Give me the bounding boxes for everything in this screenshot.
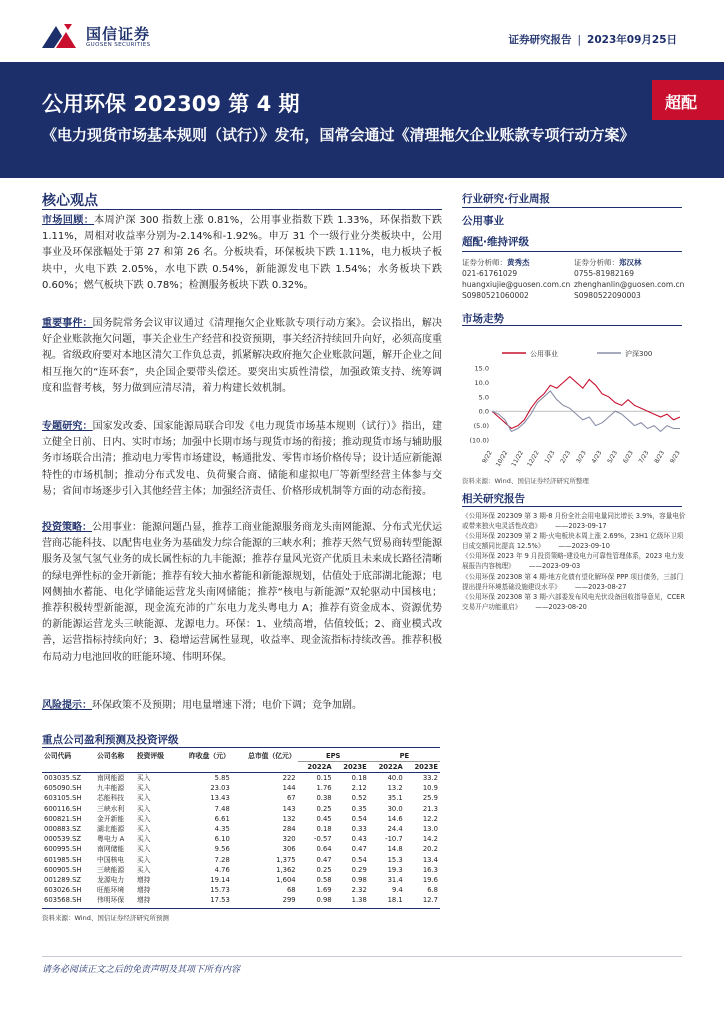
table-row (42, 793, 440, 803)
report-date: 2023年09月25日 (587, 34, 677, 46)
trend-chart-svg (462, 328, 687, 468)
para-investment-strategy (42, 520, 442, 666)
table-cell: 买入 (136, 865, 151, 874)
table-cell: 320 (282, 835, 296, 844)
table-header-cell: 2023E (405, 762, 440, 773)
table-cell: 2.32 (351, 886, 367, 895)
para-text: 国务院常务会议审议通过《清理拖欠企业账款专项行动方案》。会议指出，解决好企业账款拖欠问题，事关企业生产经营和投资预期，事关经济持续回升向好，必须高度重视。省级政府要对本地区清欠工作负总责，抓紧解决政府拖欠企业账款问题，解开企业之间相互拖欠的“连环套”，央企国企要带头偿还。要突出实质性清偿，加强政策支持、统筹调度和监督考核，努力做到应清尽清，着力构建长效机制。 (42, 318, 443, 394)
table-cell: 284 (282, 825, 296, 834)
table-cell: 0.47 (316, 855, 332, 864)
table-cell: 0.45 (316, 814, 332, 823)
x-tick-label: 2/23 (559, 449, 573, 465)
table-cell: 31.4 (387, 876, 403, 885)
footer-disclaimer: 请务必阅读正文之后的免责声明及其项下所有内容 (42, 965, 241, 975)
x-tick-label: 6/23 (621, 449, 635, 465)
table-cell: 10.9 (422, 784, 438, 793)
sidebar-divider (462, 325, 682, 326)
chart-source-note: 资料来源：Wind、国信证券经济研究所整理 (462, 477, 589, 485)
table-cell: 1,604 (276, 876, 296, 885)
table-cell: 000883.SZ (44, 825, 82, 834)
legend-label: 沪深300 (625, 350, 653, 358)
table-cell: 40.0 (387, 774, 403, 782)
para-label: 市场回顾： (42, 215, 95, 226)
report-title: 公用环保 202309 第 4 期 (42, 92, 300, 116)
related-report-date: ——2023-09-17 (555, 522, 607, 531)
table-header-cell: 公司代码 (44, 752, 72, 761)
para-special-research (42, 419, 442, 500)
table-row (42, 865, 440, 875)
related-report-item[interactable] (462, 531, 687, 551)
table-cell: 14.2 (422, 835, 438, 844)
table-cell: 0.15 (316, 774, 332, 782)
analyst-card (574, 257, 684, 301)
table-cell: 0.25 (316, 865, 332, 874)
x-tick-label: 12/22 (526, 449, 541, 468)
para-label: 风险提示： (42, 700, 92, 711)
para-key-events (42, 316, 442, 397)
analyst-phone: 021-61761029 (462, 269, 518, 278)
table-cell: 6.61 (214, 814, 230, 823)
table-header-row (42, 751, 440, 762)
report-subtitle: 《电力现货市场基本规则（试行）》发布，国常会通过《清理拖欠企业账款专项行动方案》 (42, 126, 635, 144)
table-cell: 粤电力 A (97, 835, 125, 844)
table-cell: 23.03 (210, 784, 230, 793)
related-report-title: 《公用环保 202308 第 4 期-地方化债有望化解环保 PPP 项目债务，三部门提出提升环境基础设施建设水平》 (462, 572, 684, 591)
analyst-name: 郑汉林 (619, 258, 642, 267)
table-cell: 0.64 (316, 845, 332, 854)
table-cell: 0.98 (316, 896, 332, 905)
related-report-date: ——2023-09-10 (558, 542, 610, 551)
table-cell: 买入 (136, 825, 151, 834)
para-label: 专题研究： (42, 421, 93, 432)
title-banner (0, 62, 724, 178)
series-line (492, 377, 680, 429)
table-cell: 19.3 (387, 865, 403, 874)
header-separator: | (577, 34, 582, 46)
table-cell: 0.33 (351, 825, 367, 834)
stock-table-body (42, 773, 440, 906)
industry-rating: 超配·维持评级 (462, 236, 529, 248)
table-cell: 买入 (136, 774, 151, 782)
y-tick-label: 5.0 (478, 393, 489, 402)
table-cell: 600995.SH (44, 845, 82, 854)
table-cell: 芯能科技 (97, 794, 125, 803)
legend-label: 公用事业 (530, 350, 558, 358)
y-tick-label: 10.0 (474, 378, 489, 387)
x-tick-label: 1/23 (543, 449, 557, 465)
table-cell: 143 (282, 804, 296, 813)
analyst-name: 黄秀杰 (507, 258, 530, 267)
table-cell: 600821.SH (44, 814, 82, 823)
table-cell: 13.2 (387, 784, 403, 793)
table-cell: 1.69 (316, 886, 332, 895)
table-row (42, 885, 440, 895)
table-cell: 6.8 (427, 886, 438, 895)
para-text: 环保政策不及预期；用电量增速下滑；电价下调；竞争加剧。 (92, 700, 362, 711)
table-cell: 买入 (136, 855, 151, 864)
related-report-item[interactable] (462, 572, 687, 592)
y-tick-label: (10.0) (469, 436, 489, 445)
table-row (42, 834, 440, 844)
table-cell: 12.2 (422, 814, 438, 823)
x-tick-label: 9/22 (480, 449, 494, 465)
table-cell: 1,375 (276, 855, 296, 864)
table-cell: 15.3 (387, 855, 403, 864)
table-cell: 600905.SH (44, 865, 82, 874)
brand-name-cn: 国信证券 (86, 25, 151, 43)
table-cell: 601985.SH (44, 855, 82, 864)
table-cell: 19.14 (210, 876, 230, 885)
table-header-cell: 2022A (298, 762, 334, 773)
table-cell: -0.57 (314, 835, 332, 844)
table-cell: 1,362 (276, 865, 296, 874)
table-cell: 0.98 (351, 876, 367, 885)
company-logo (42, 22, 172, 52)
table-cell: 14.6 (387, 814, 403, 823)
table-cell: 13.0 (422, 825, 438, 834)
table-row (42, 855, 440, 865)
table-cell: 2.12 (351, 784, 367, 793)
table-cell: 南网能源 (97, 774, 125, 782)
table-cell: 35.1 (387, 794, 403, 803)
market-trend-heading: 市场走势 (462, 313, 504, 325)
table-cell: 买入 (136, 845, 151, 854)
table-cell: 9.56 (214, 845, 230, 854)
table-cell: 三峡水利 (97, 804, 125, 813)
table-cell: 金开新能 (97, 814, 125, 823)
table-header-cell: 总市值（亿元） (248, 752, 296, 761)
rating-badge: 超配 (652, 80, 724, 120)
table-cell: 605090.SH (44, 784, 82, 793)
footer-divider (42, 956, 682, 957)
analyst-cert: S0980521060002 (462, 291, 529, 300)
analyst-email[interactable]: zhenghanlin@guosen.com.cn (574, 280, 685, 289)
table-cell: 222 (282, 774, 296, 782)
y-tick-label: (5.0) (473, 422, 489, 431)
table-cell: 买入 (136, 794, 151, 803)
table-cell: 5.85 (214, 774, 230, 782)
table-cell: 33.2 (422, 774, 438, 782)
table-cell: 24.4 (387, 825, 403, 834)
table-cell: 000539.SZ (44, 835, 82, 844)
table-cell: 12.7 (422, 896, 438, 905)
table-cell: 买入 (136, 835, 151, 844)
table-row (42, 875, 440, 885)
table-row (42, 773, 440, 784)
analyst-card (462, 257, 570, 301)
analyst-role: 证券分析师： (574, 258, 619, 267)
related-report-date: ——2023-08-27 (574, 582, 627, 591)
related-reports-heading: 相关研究报告 (462, 493, 525, 505)
table-cell: 20.2 (422, 845, 438, 854)
stock-table-bottom-rule (42, 908, 440, 909)
table-cell: 0.43 (351, 835, 367, 844)
related-report-item[interactable] (462, 592, 687, 612)
x-tick-label: 8/23 (653, 449, 667, 465)
table-cell: 25.9 (422, 794, 438, 803)
table-cell: 旺能环境 (97, 886, 125, 895)
stock-table-title: 重点公司盈利预测及投资评级 (42, 734, 179, 746)
table-cell: 21.3 (422, 804, 438, 813)
table-cell: 南网储能 (97, 845, 125, 854)
table-header-row (42, 762, 440, 773)
table-cell: 7.48 (214, 804, 230, 813)
y-tick-label: 0.0 (478, 407, 489, 416)
para-text: 国家发改委、国家能源局联合印发《电力现货市场基本规则（试行）》指出，建立健全日前、日内、实时市场；加强中长期市场与现货市场的衔接；推动现货市场与辅助服务市场联合出清；推动电力零售市场建设，畅通批发、零售市场价格传导；设计适应新能源特性的市场机制；推动分布式发电、负荷聚合商、储能和虚拟电厂等新型经营主体参与交易；省间市场逐步引入其他经营主体；加强经济责任、价格形成机制等方面的动态衔接。 (42, 421, 443, 497)
related-report-title: 《公用环保 2023 年 9 月投资策略-建设电力可靠性管理体系，2023 电力发展报告内容梳理》 (462, 552, 685, 571)
table-cell: 湖北能源 (97, 825, 125, 834)
table-row (42, 844, 440, 854)
table-row (42, 814, 440, 824)
analyst-phone: 0755-81982169 (574, 269, 634, 278)
table-cell: 003035.SZ (44, 774, 82, 782)
table-cell: 1.76 (316, 784, 332, 793)
table-cell: 0.29 (351, 865, 367, 874)
table-cell: 增持 (136, 896, 151, 905)
market-trend-chart (462, 328, 687, 468)
table-cell: 4.35 (214, 825, 230, 834)
core-view-divider (42, 209, 442, 210)
industry-category: 行业研究·行业周报 (462, 193, 550, 205)
stock-table-top-rule (42, 747, 440, 748)
sidebar-divider (462, 251, 682, 252)
table-cell: 603568.SH (44, 896, 82, 905)
table-cell: 9.4 (391, 886, 403, 895)
x-tick-label: 11/22 (510, 449, 526, 468)
x-tick-label: 3/23 (574, 449, 588, 465)
stock-table-source: 资料来源：Wind、国信证券经济研究所预测 (42, 914, 169, 922)
related-report-item[interactable] (462, 511, 687, 531)
para-text: 公用事业：能源问题凸显，推荐工商业能源服务商龙头南网能源、分布式光伏运营商芯能科技、以配售电业务为基础发力综合能源的三峡水利；推荐天然气贸易商转型能源服务及氢气氢气业务的成长属性标的九丰能源；推荐存量风光资产优质且未来成长路径清晰的绿电弹性标的金开新能；推荐有较大抽水蓄能和新能源规划，估值处于底部湖北能源；电网侧抽水蓄能、电化学储能运营龙头南网储能；推荐“核电与新能源”双轮驱动中国核电；推荐积极转型新能源，现金流充沛的广东电力龙头粤电力 A；推荐有资金成本、资源优势的新能源运营龙头三峡能源、龙源电力。环保：1、业绩高增，估值较低；2、商业模式改善，运营指标持续向好；3、稳增运营属性显现，收益率、现金流指标持续改善。推荐积极布局动力电池回收的旺能环境、伟明环保。 (42, 522, 442, 663)
table-cell: 17.53 (210, 896, 230, 905)
table-cell: 14.8 (387, 845, 403, 854)
related-report-date: ——2023-09-03 (528, 562, 581, 571)
para-label: 重要事件： (42, 318, 93, 329)
industry-name: 公用事业 (462, 215, 504, 227)
guosen-logo-icon (42, 22, 82, 48)
table-header-cell: 2023E (334, 762, 369, 773)
related-report-title: 《公用环保 202308 第 3 期-六部委发布风电光伏设备回收指导意见，CCER 交易开户功能重启》 (462, 592, 685, 611)
table-cell: 15.73 (210, 886, 230, 895)
table-cell: 6.10 (214, 835, 230, 844)
table-cell: 13.43 (210, 794, 230, 803)
table-cell: 132 (282, 814, 296, 823)
table-cell: 增持 (136, 876, 151, 885)
table-cell: 0.38 (316, 794, 332, 803)
table-cell: 0.18 (316, 825, 332, 834)
table-cell: 603105.SH (44, 794, 82, 803)
table-cell: 0.54 (351, 814, 367, 823)
table-row (42, 824, 440, 834)
table-header-cell: 投资评级 (136, 752, 165, 761)
table-cell: 0.54 (351, 855, 367, 864)
table-row (42, 895, 440, 905)
para-market-review (42, 213, 442, 294)
header-meta (509, 32, 678, 47)
analyst-cert: S0980522090003 (574, 291, 641, 300)
table-cell: 7.28 (214, 855, 230, 864)
x-tick-label: 9/23 (668, 449, 682, 465)
table-cell: 0.18 (351, 774, 367, 782)
table-cell: 龙源电力 (97, 876, 125, 885)
sidebar-divider (462, 506, 682, 507)
brand-name-en: GUOSEN SECURITIES (86, 42, 151, 48)
table-cell: 13.4 (422, 855, 438, 864)
table-cell: 1.38 (351, 896, 367, 905)
x-tick-label: 5/23 (606, 449, 620, 465)
table-cell: 603026.SH (44, 886, 82, 895)
table-cell: 0.47 (351, 845, 367, 854)
related-report-title: 《公用环保 202309 第 2 期-火电板块本周上涨 2.69%，23H1 亿级环卫项目成交额同比提高 12.5%》 (462, 532, 684, 551)
table-cell: 买入 (136, 814, 151, 823)
x-tick-label: 4/23 (590, 449, 604, 465)
table-row (42, 804, 440, 814)
x-tick-label: 10/22 (494, 449, 510, 468)
x-tick-label: 7/23 (637, 449, 651, 465)
table-cell: 三峡能源 (97, 865, 125, 874)
analyst-role: 证券分析师： (462, 258, 507, 267)
table-row (42, 783, 440, 793)
table-cell: 18.1 (387, 896, 403, 905)
table-cell: -10.7 (385, 835, 403, 844)
y-tick-label: 15.0 (474, 364, 489, 373)
table-cell: 306 (282, 845, 296, 854)
para-label: 投资策略： (42, 522, 92, 533)
table-cell: 4.76 (214, 865, 230, 874)
table-cell: 68 (286, 886, 296, 895)
report-type: 证券研究报告 (508, 34, 572, 46)
table-header-eps: EPS (298, 751, 369, 762)
table-cell: 30.0 (387, 804, 403, 813)
table-cell: 0.35 (351, 804, 367, 813)
table-cell: 增持 (136, 886, 151, 895)
core-view-heading: 核心观点 (42, 193, 98, 209)
table-cell: 买入 (136, 784, 151, 793)
table-cell: 600116.SH (44, 804, 82, 813)
stock-forecast-table (42, 751, 440, 906)
related-report-date: ——2023-08-20 (535, 602, 587, 611)
related-reports-list (462, 511, 687, 612)
table-cell: 中国核电 (97, 855, 125, 864)
table-cell: 16.3 (422, 865, 438, 874)
para-text: 本周沪深 300 指数上涨 0.81%，公用事业指数下跌 1.33%，环保指数下跌 1.11%，周相对收益率分别为-2.14%和-1.92%。申万 31 个一级行业分类板块中，公用事业及环保涨幅处于第 27 和第 26 名。分板块看，环保板块下跌 1.11%，电力板块子板块中，火电下跌 2.05%，水电下跌 0.54%，新能源发电下跌 1.54%；水务板块下跌 0.60%；燃气板块下跌 0.78%；检测服务板块下跌 0.32%。 (42, 215, 442, 291)
table-cell: 19.6 (422, 876, 438, 885)
table-cell: 144 (282, 784, 296, 793)
table-cell: 67 (286, 794, 296, 803)
analyst-email[interactable]: huangxiujie@guosen.com.cn (462, 280, 571, 289)
sidebar-divider (462, 207, 682, 208)
table-cell: 买入 (136, 804, 151, 813)
table-cell: 0.52 (351, 794, 367, 803)
table-cell: 0.58 (316, 876, 332, 885)
para-risk-warning (42, 698, 442, 714)
table-cell: 001289.SZ (44, 876, 82, 885)
table-header-cell: 公司名称 (97, 752, 125, 761)
related-report-item[interactable] (462, 551, 687, 571)
table-cell: 伟明环保 (97, 896, 125, 905)
related-report-title: 《公用环保 202309 第 3 期-8 月份全社会用电量同比增长 3.9%，容量电价或带来独火电灵活性改造》 (462, 512, 686, 531)
table-cell: 299 (282, 896, 296, 905)
table-header-cell: 昨收盘（元） (189, 752, 230, 761)
table-header-cell: 2022A (369, 762, 405, 773)
table-header-pe: PE (369, 751, 440, 762)
table-cell: 0.25 (316, 804, 332, 813)
table-cell: 九丰能源 (97, 784, 125, 793)
